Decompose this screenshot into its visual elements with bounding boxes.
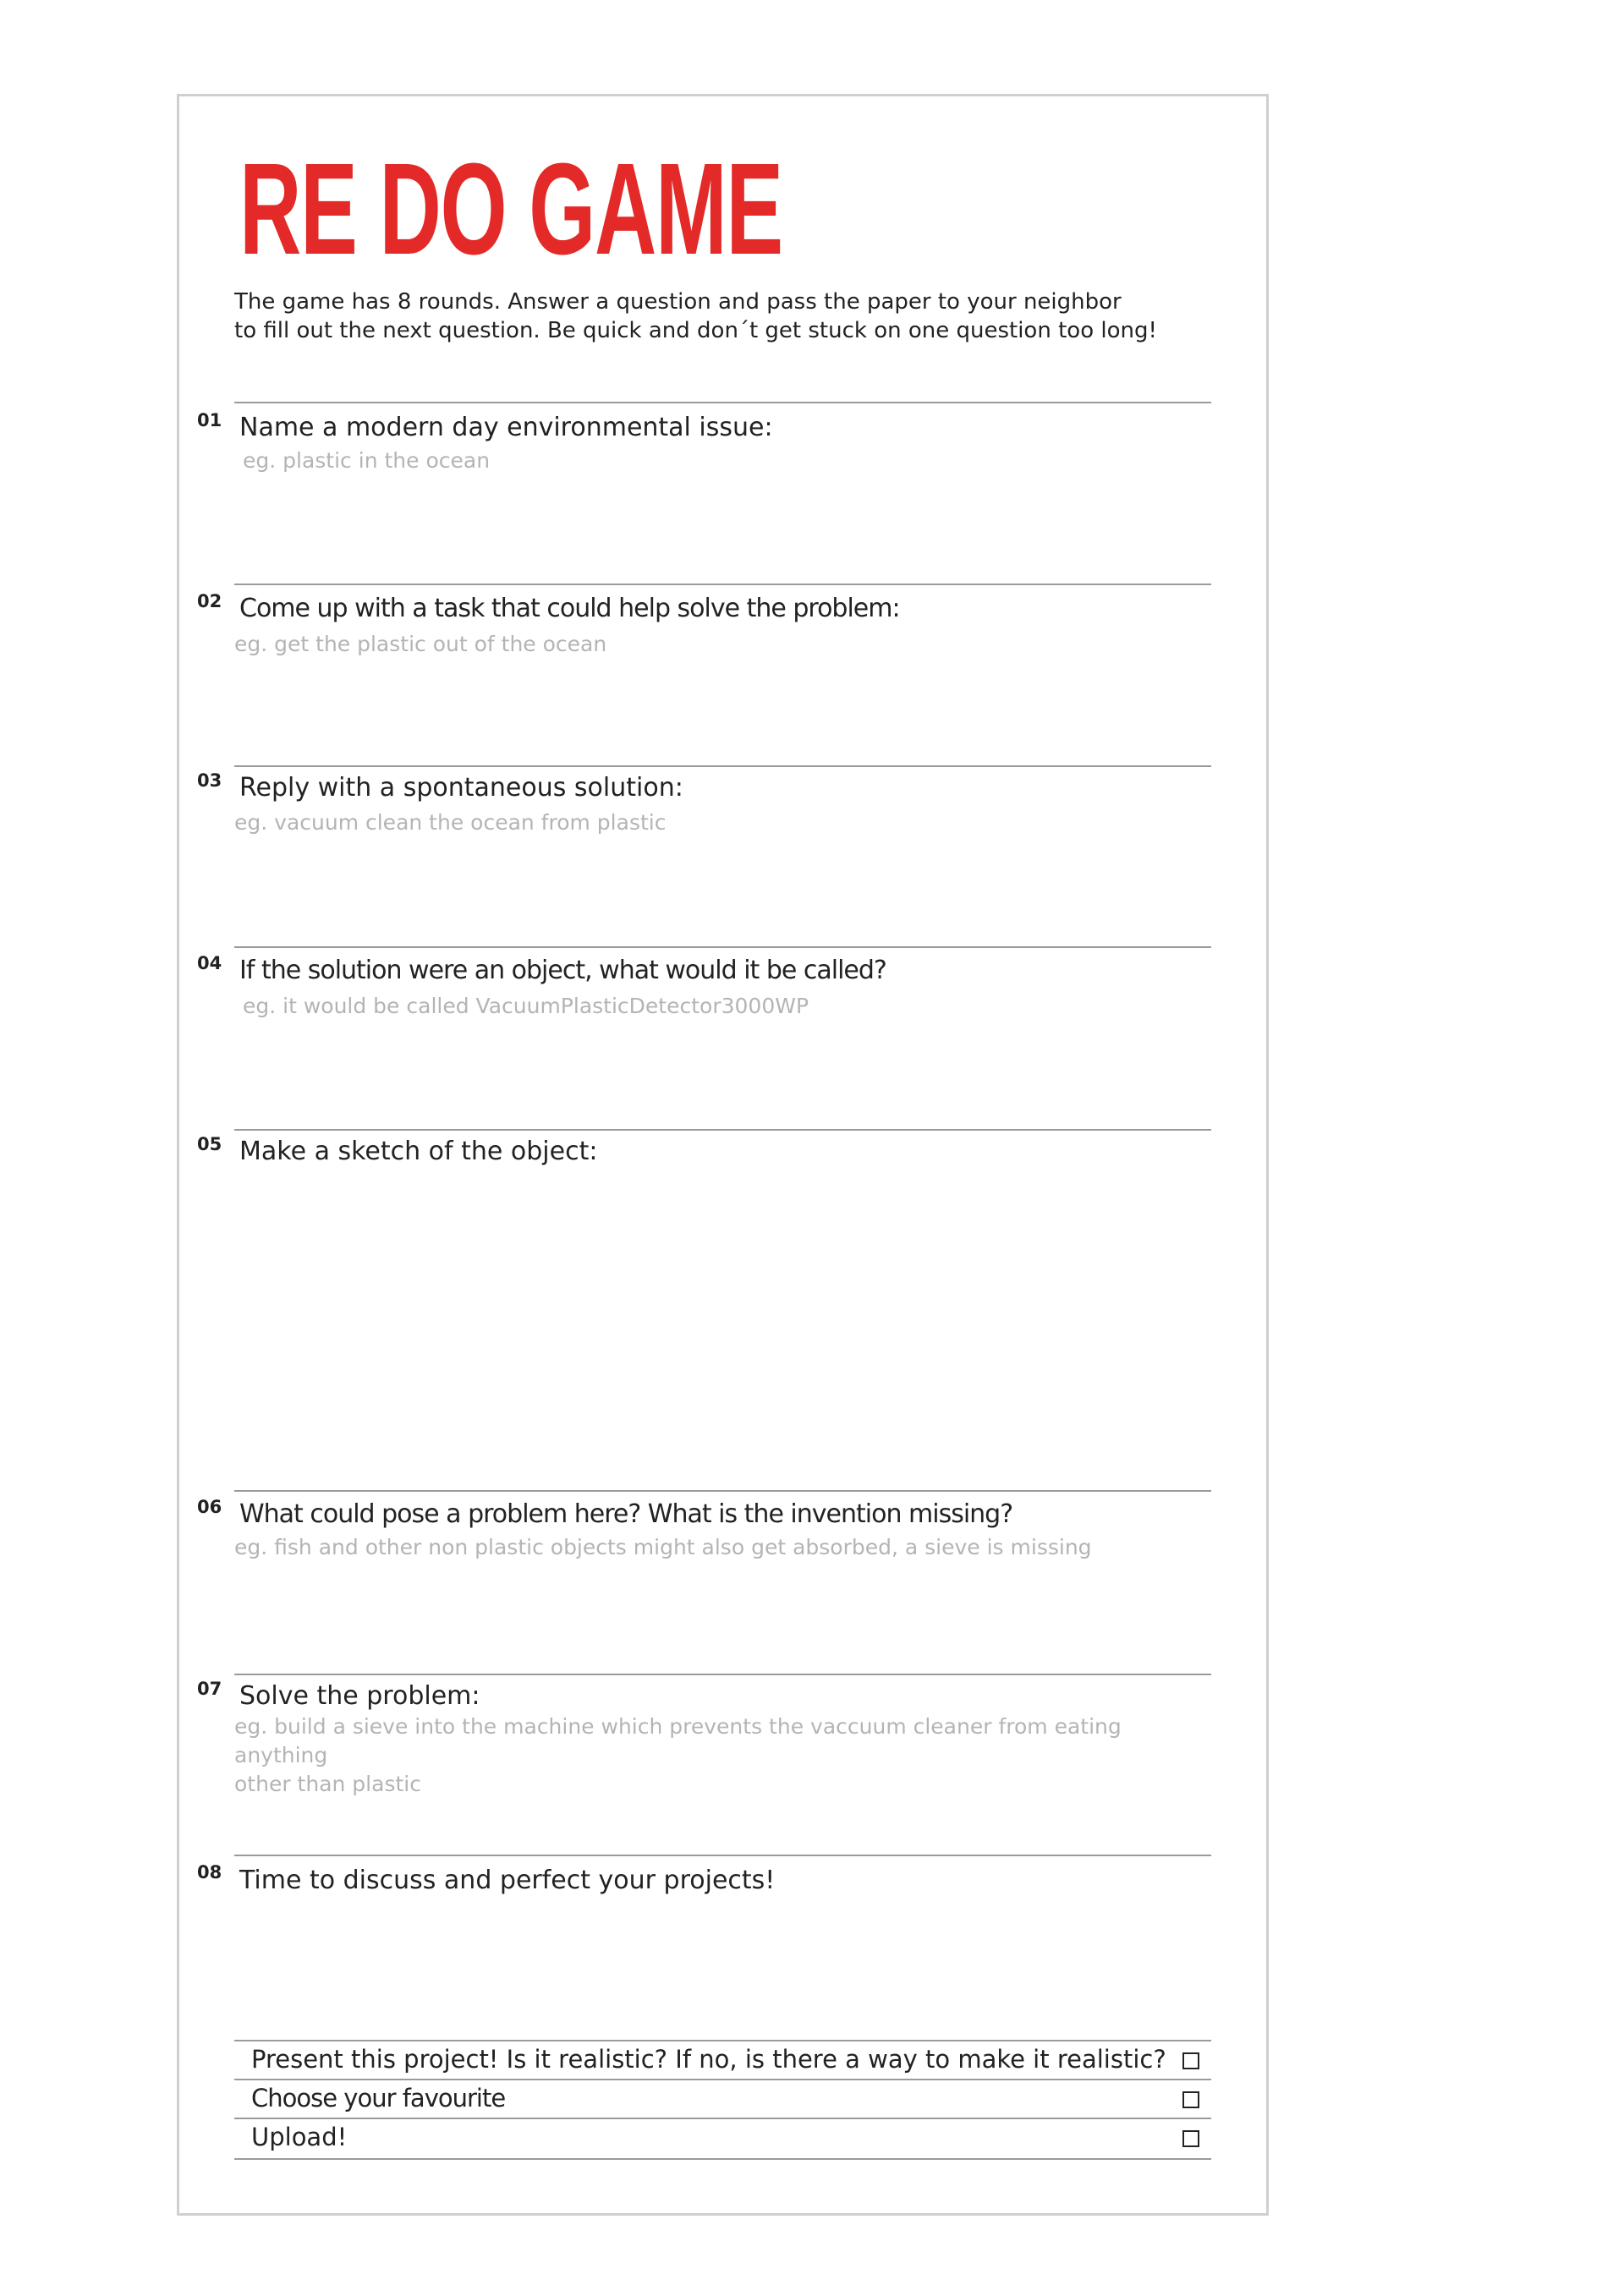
round-1-divider bbox=[234, 402, 1211, 403]
intro-text bbox=[234, 288, 1232, 345]
round-6-divider bbox=[234, 1490, 1211, 1492]
round-5-question: Make a sketch of the object: bbox=[239, 1137, 598, 1166]
round-5-number: 05 bbox=[197, 1134, 222, 1154]
round-8-question: Time to discuss and perfect your projects! bbox=[239, 1866, 776, 1895]
round-7-divider bbox=[234, 1674, 1211, 1675]
round-7-example bbox=[234, 1712, 1215, 1799]
checklist-item-label: Present this project! Is it realistic? If no, is there a way to make it realistic? bbox=[251, 2045, 1166, 2074]
intro-line-1: The game has 8 rounds. Answer a question and pass the paper to your neighbor bbox=[234, 289, 1122, 315]
checklist-item-present[interactable] bbox=[234, 2040, 1211, 2079]
round-7-example-line-1: eg. build a sieve into the machine which prevents the vaccuum cleaner from eating anything bbox=[234, 1714, 1122, 1767]
round-6-number: 06 bbox=[197, 1497, 222, 1517]
round-7-question: Solve the problem: bbox=[239, 1681, 480, 1711]
round-4-number: 04 bbox=[197, 953, 222, 973]
round-8-divider bbox=[234, 1855, 1211, 1856]
round-2-number: 02 bbox=[197, 591, 222, 611]
round-2-example: eg. get the plastic out of the ocean bbox=[234, 632, 607, 656]
round-1-number: 01 bbox=[197, 410, 222, 430]
round-4-divider bbox=[234, 946, 1211, 948]
round-3-example: eg. vacuum clean the ocean from plastic bbox=[234, 810, 667, 835]
round-4-question: If the solution were an object, what would it be called? bbox=[239, 956, 886, 985]
round-7-example-line-2: other than plastic bbox=[234, 1772, 421, 1796]
round-7-number: 07 bbox=[197, 1679, 222, 1699]
round-4-example: eg. it would be called VacuumPlasticDetector3000WP bbox=[243, 994, 809, 1018]
round-6-question: What could pose a problem here? What is the invention missing? bbox=[239, 1499, 1013, 1529]
checkbox-icon[interactable] bbox=[1182, 2052, 1199, 2069]
round-2-question: Come up with a task that could help solve the problem: bbox=[239, 594, 900, 623]
round-3-number: 03 bbox=[197, 770, 222, 791]
intro-line-2: to fill out the next question. Be quick and don´t get stuck on one question too long! bbox=[234, 318, 1157, 343]
page-title: RE DO GAME bbox=[239, 136, 782, 282]
round-1-question: Name a modern day environmental issue: bbox=[239, 413, 773, 442]
checkbox-icon[interactable] bbox=[1182, 2091, 1199, 2108]
round-6-example: eg. fish and other non plastic objects might also get absorbed, a sieve is missing bbox=[234, 1535, 1092, 1559]
checklist-item-upload[interactable] bbox=[234, 2118, 1211, 2160]
round-3-divider bbox=[234, 765, 1211, 767]
checklist-item-label: Upload! bbox=[251, 2123, 348, 2151]
checklist-item-choose-favourite[interactable] bbox=[234, 2079, 1211, 2118]
checkbox-icon[interactable] bbox=[1182, 2130, 1199, 2147]
checklist-item-label: Choose your favourite bbox=[251, 2084, 506, 2112]
round-2-divider bbox=[234, 584, 1211, 585]
round-3-question: Reply with a spontaneous solution: bbox=[239, 773, 683, 803]
round-1-example: eg. plastic in the ocean bbox=[243, 448, 491, 473]
round-8-number: 08 bbox=[197, 1862, 222, 1882]
round-5-divider bbox=[234, 1129, 1211, 1131]
